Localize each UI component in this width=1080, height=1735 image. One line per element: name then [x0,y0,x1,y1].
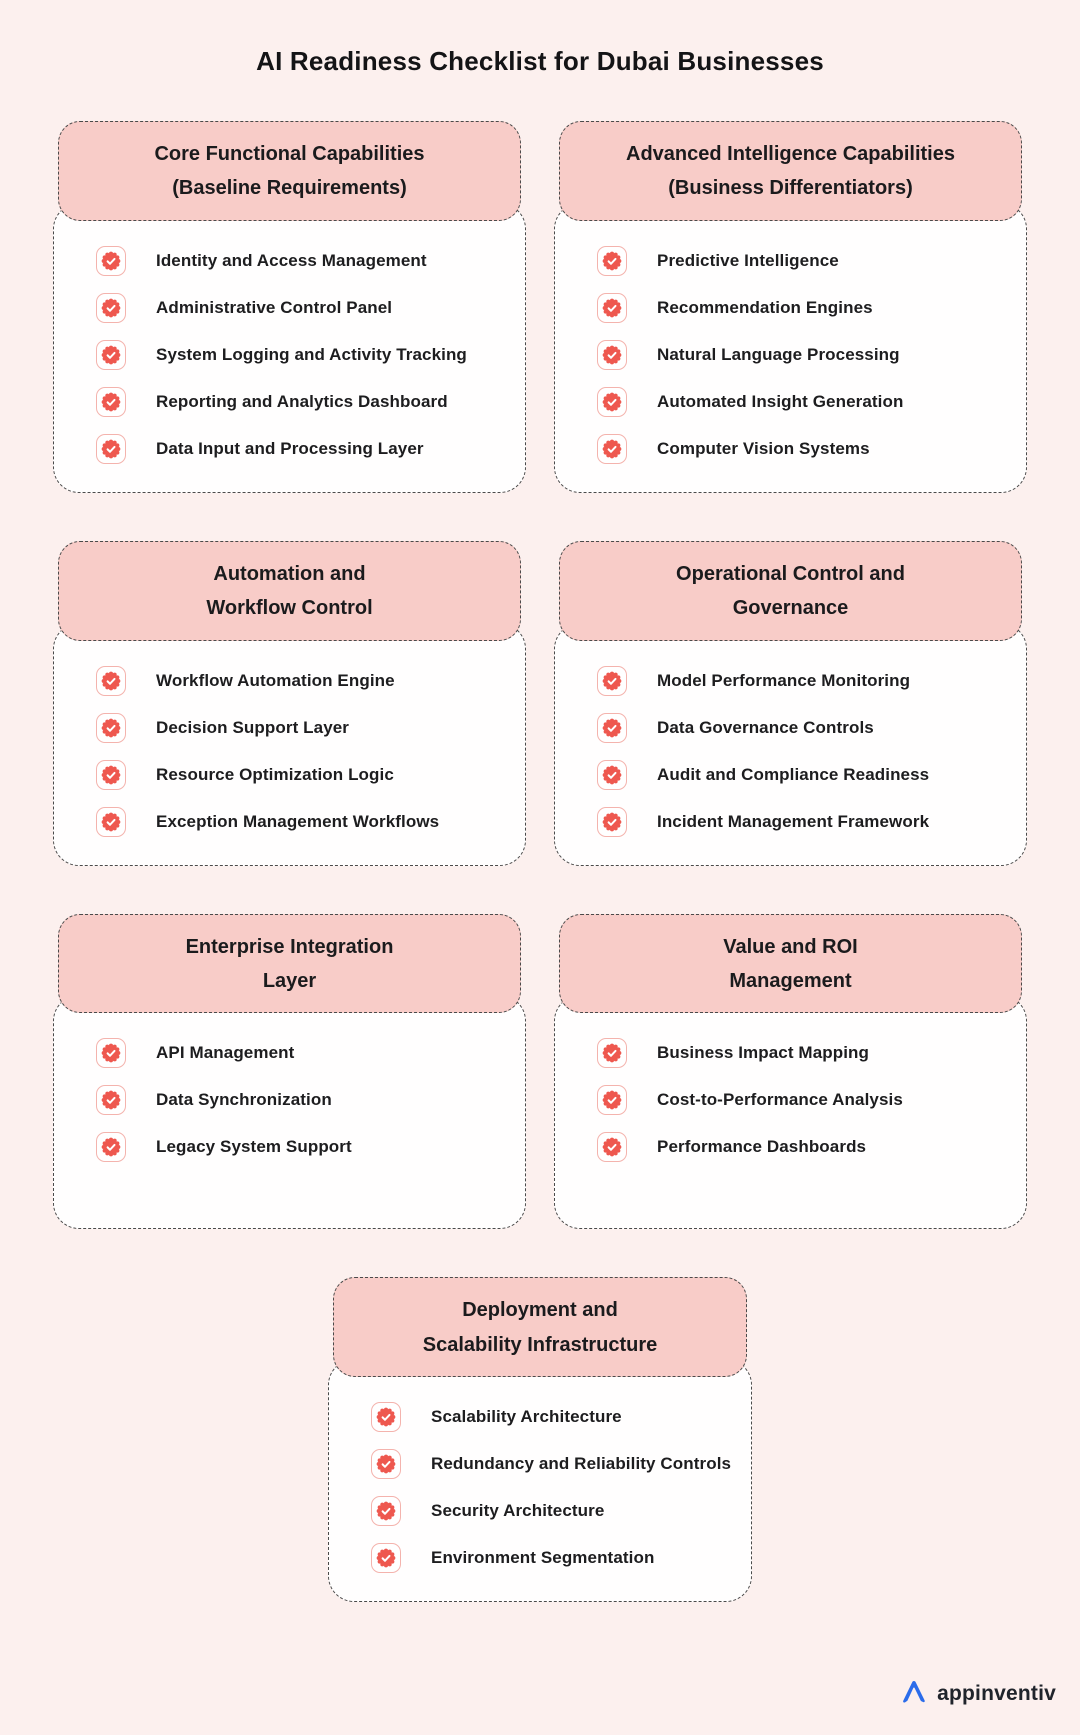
card-rows [0,121,1080,1602]
row-4 [328,1277,752,1602]
checklist-item-label: Workflow Automation Engine [156,670,395,690]
check-badge-icon [96,387,126,417]
checklist-item-label: Natural Language Processing [657,344,900,364]
checklist-item [597,713,1010,743]
checklist [96,1038,509,1162]
check-badge-icon [96,1038,126,1068]
checklist-item-label: Environment Segmentation [431,1548,655,1568]
check-badge-icon [96,1085,126,1115]
check-badge-icon [96,293,126,323]
checklist-item [96,387,509,417]
checklist-item [597,760,1010,790]
checklist-item-label: Model Performance Monitoring [657,670,911,690]
checklist [371,1402,735,1573]
checklist-item-label: Audit and Compliance Readiness [657,764,930,784]
checklist-item-label: Recommendation Engines [657,297,873,317]
checklist-item [597,246,1010,276]
checklist-item [96,340,509,370]
checklist-item-label: Data Governance Controls [657,717,874,737]
check-badge-icon [597,434,627,464]
checklist-item [371,1496,735,1526]
card-title-line1: Deployment and [462,1299,618,1322]
checklist-item [597,340,1010,370]
checklist-item [96,434,509,464]
checklist-item-label: Predictive Intelligence [657,250,839,270]
checklist-item [597,1132,1010,1162]
check-badge-icon [96,713,126,743]
check-badge-icon [597,1132,627,1162]
card-title-line1: Operational Control and [676,562,905,585]
checklist-item-label: Computer Vision Systems [657,438,870,458]
check-badge-icon [96,1132,126,1162]
card-body [53,623,526,866]
check-badge-icon [597,807,627,837]
checklist-item-label: Decision Support Layer [156,717,350,737]
card-core-functional-capabilities [53,121,526,493]
card-title-line2: (Business Differentiators) [668,177,913,200]
checklist-item-label: Legacy System Support [156,1137,352,1157]
card-advanced-intelligence-capabilities [554,121,1027,493]
card-title-line1: Advanced Intelligence Capabilities [626,143,955,165]
check-badge-icon [597,1085,627,1115]
checklist-item-label: API Management [156,1043,295,1063]
check-badge-icon [371,1543,401,1573]
check-badge-icon [597,340,627,370]
card-body [328,1359,752,1602]
checklist-item-label: Exception Management Workflows [156,811,440,831]
check-badge-icon [597,760,627,790]
check-badge-icon [96,666,126,696]
card-enterprise-integration-layer [53,914,526,1230]
card-header [559,121,1022,221]
card-body [554,203,1027,493]
card-value-roi-management [554,914,1027,1230]
checklist-item-label: Incident Management Framework [657,811,930,831]
checklist [96,246,509,464]
checklist-item-label: Administrative Control Panel [156,297,393,317]
check-badge-icon [96,340,126,370]
card-header [333,1277,747,1377]
checklist [597,1038,1010,1162]
footer-logo [898,1676,1056,1711]
card-title-line2: Scalability Infrastructure [422,1333,658,1356]
checklist-item-label: Identity and Access Management [156,250,427,270]
row-3 [53,914,1027,1230]
checklist-item [96,1038,509,1068]
checklist-item-label: Automated Insight Generation [657,391,904,411]
card-title-line2: (Baseline Requirements) [172,177,407,200]
card-title-line2: Workflow Control [206,597,373,620]
card-operational-control-governance [554,541,1027,866]
card-title-line1: Automation and [213,562,366,585]
checklist-item-label: Business Impact Mapping [657,1043,870,1063]
check-badge-icon [96,246,126,276]
checklist-item [597,387,1010,417]
card-title-line1: Core Functional Capabilities [154,143,425,165]
check-badge-icon [597,713,627,743]
check-badge-icon [371,1496,401,1526]
checklist-item [597,293,1010,323]
checklist-item [371,1543,735,1573]
card-title-line2: Governance [732,597,849,620]
check-badge-icon [96,434,126,464]
card-body [554,623,1027,866]
card-body [53,203,526,493]
check-badge-icon [597,1038,627,1068]
checklist-item-label: Scalability Architecture [431,1407,622,1427]
checklist-item [96,246,509,276]
checklist-item-label: Security Architecture [431,1501,605,1521]
checklist-item [96,666,509,696]
checklist-item [597,434,1010,464]
checklist-item [371,1449,735,1479]
check-badge-icon [597,246,627,276]
card-header [559,541,1022,641]
checklist-item-label: Cost-to-Performance Analysis [657,1090,903,1110]
row-2 [53,541,1027,866]
card-header [58,914,521,1014]
footer-logo-text: appinventiv [937,1681,1056,1705]
check-badge-icon [597,666,627,696]
check-badge-icon [96,807,126,837]
card-title-line2: Layer [262,969,317,992]
card-header [559,914,1022,1014]
checklist-item [597,807,1010,837]
checklist-item-label: Data Synchronization [156,1090,332,1110]
checklist-item [96,760,509,790]
checklist [597,666,1010,837]
card-title-line1: Value and ROI [723,935,858,958]
card-body [53,995,526,1229]
card-header [58,541,521,641]
card-automation-workflow-control [53,541,526,866]
check-badge-icon [96,760,126,790]
checklist-item-label: System Logging and Activity Tracking [156,344,467,364]
checklist [96,666,509,837]
checklist-item [371,1402,735,1432]
checklist-item [96,293,509,323]
checklist-item [96,713,509,743]
checklist-item-label: Reporting and Analytics Dashboard [156,391,448,411]
card-body [554,995,1027,1229]
checklist-item-label: Data Input and Processing Layer [156,438,424,458]
checklist-item-label: Resource Optimization Logic [156,764,394,784]
checklist-item [96,807,509,837]
card-header [58,121,521,221]
checklist [597,246,1010,464]
row-1 [53,121,1027,493]
appinventiv-logo-icon [898,1676,930,1711]
checklist-item [96,1132,509,1162]
checklist-item-label: Performance Dashboards [657,1137,867,1157]
check-badge-icon [597,387,627,417]
check-badge-icon [371,1449,401,1479]
checklist-item-label: Redundancy and Reliability Controls [431,1454,732,1474]
check-badge-icon [371,1402,401,1432]
card-title-line2: Management [729,969,852,992]
checklist-item [597,1038,1010,1068]
checklist-item [96,1085,509,1115]
page-title: AI Readiness Checklist for Dubai Businesses [256,46,824,76]
card-deployment-scalability-infrastructure [328,1277,752,1602]
checklist-item [597,1085,1010,1115]
checklist-item [597,666,1010,696]
check-badge-icon [597,293,627,323]
card-title-line1: Enterprise Integration [185,935,394,958]
